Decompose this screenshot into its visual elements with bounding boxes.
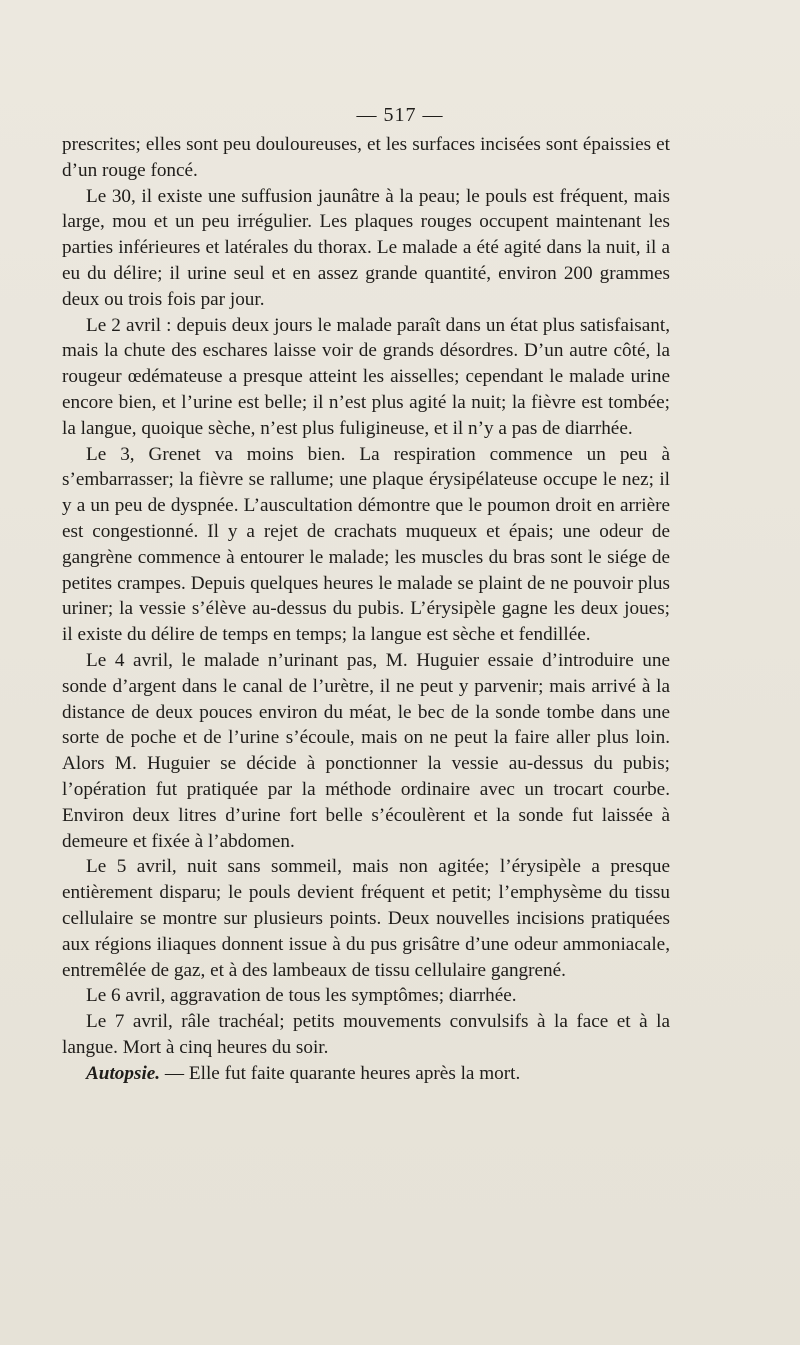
paragraph-le-3: Le 3, Grenet va moins bien. La respiration commence un peu à s’embarrasser; la fièvre se rallume; une plaque érysipélateuse occupe le nez; il y a un peu de dyspnée. L’auscultation démontre que le poumon droit en arrière est congestionné. Il y a rejet de crachats muqueux et épais; une odeur de gangrène commence à entourer le malade; les muscles du bras sont le siége de petites crampes. Depuis quelques heures le malade se plaint de ne pouvoir plus uriner; la vessie s’élève au-dessus du pubis. L’érysipèle gagne les deux joues; il existe du délire de temps en temps; la langue est sèche et fendillée. [62,443,670,646]
body-text [62,132,670,1086]
page-number: — 517 — [356,104,444,126]
paragraph-le-30: Le 30, il existe une suffusion jaunâtre à la peau; le pouls est fréquent, mais large, mou et un peu irrégulier. Les plaques rouges occupent maintenant les parties inférieures et latérales du thorax. Le malade a été agité dans la nuit, il a eu du délire; il urine seul et en assez grande quantité, environ 200 grammes deux ou trois fois par jour. [62,185,670,310]
paragraph-autopsie [62,1061,670,1087]
paragraph-6-avril: Le 6 avril, aggravation de tous les symptômes; diarrhée. [86,985,517,1007]
autopsie-label: Autopsie. [86,1062,161,1084]
paragraph-5-avril: Le 5 avril, nuit sans sommeil, mais non agitée; l’érysipèle a presque entièrement disparu; le pouls devient fréquent et petit; l’emphysème du tissu cellulaire se montre sur plusieurs points. Deux nouvelles incisions pratiquées aux régions iliaques donnent issue à du pus grisâtre d’une odeur ammoniacale, entremêlée de gaz, et à des lambeaux de tissu cellulaire gangrené. [62,856,670,981]
paragraph-7-avril: Le 7 avril, râle trachéal; petits mouvements convulsifs à la face et à la langue. Mort à cinq heures du soir. [62,1011,670,1058]
paragraph-2-avril: Le 2 avril : depuis deux jours le malade paraît dans un état plus satisfaisant, mais la chute des eschares laisse voir de grands désordres. D’un autre côté, la rougeur œdémateuse a presque atteint les aisselles; cependant le malade urine encore bien, et l’urine est belle; il n’est plus agité la nuit; la fièvre est tombée; la langue, quoique sèche, n’est plus fuligineuse, et il n’y a pas de diarrhée. [62,314,670,439]
autopsie-text: — Elle fut faite quarante heures après la mort. [160,1062,521,1084]
paragraph-continuation: prescrites; elles sont peu douloureuses, et les surfaces incisées sont épaissies et d’un rouge foncé. [62,134,670,181]
paragraph-4-avril: Le 4 avril, le malade n’urinant pas, M. Huguier essaie d’introduire une sonde d’argent dans le canal de l’urètre, il ne peut y parvenir; mais arrivé à la distance de deux pouces environ du méat, le bec de la sonde tombe dans une sorte de poche et de l’urine s’écoule, mais on ne peut la faire aller plus loin. Alors M. Huguier se décide à ponctionner la vessie au-dessus du pubis; l’opération fut pratiquée par la méthode ordinaire avec un trocart courbe. Environ deux litres d’urine fort belle s’écoulèrent et la sonde fut laissée à demeure et fixée à l’abdomen. [62,649,670,852]
